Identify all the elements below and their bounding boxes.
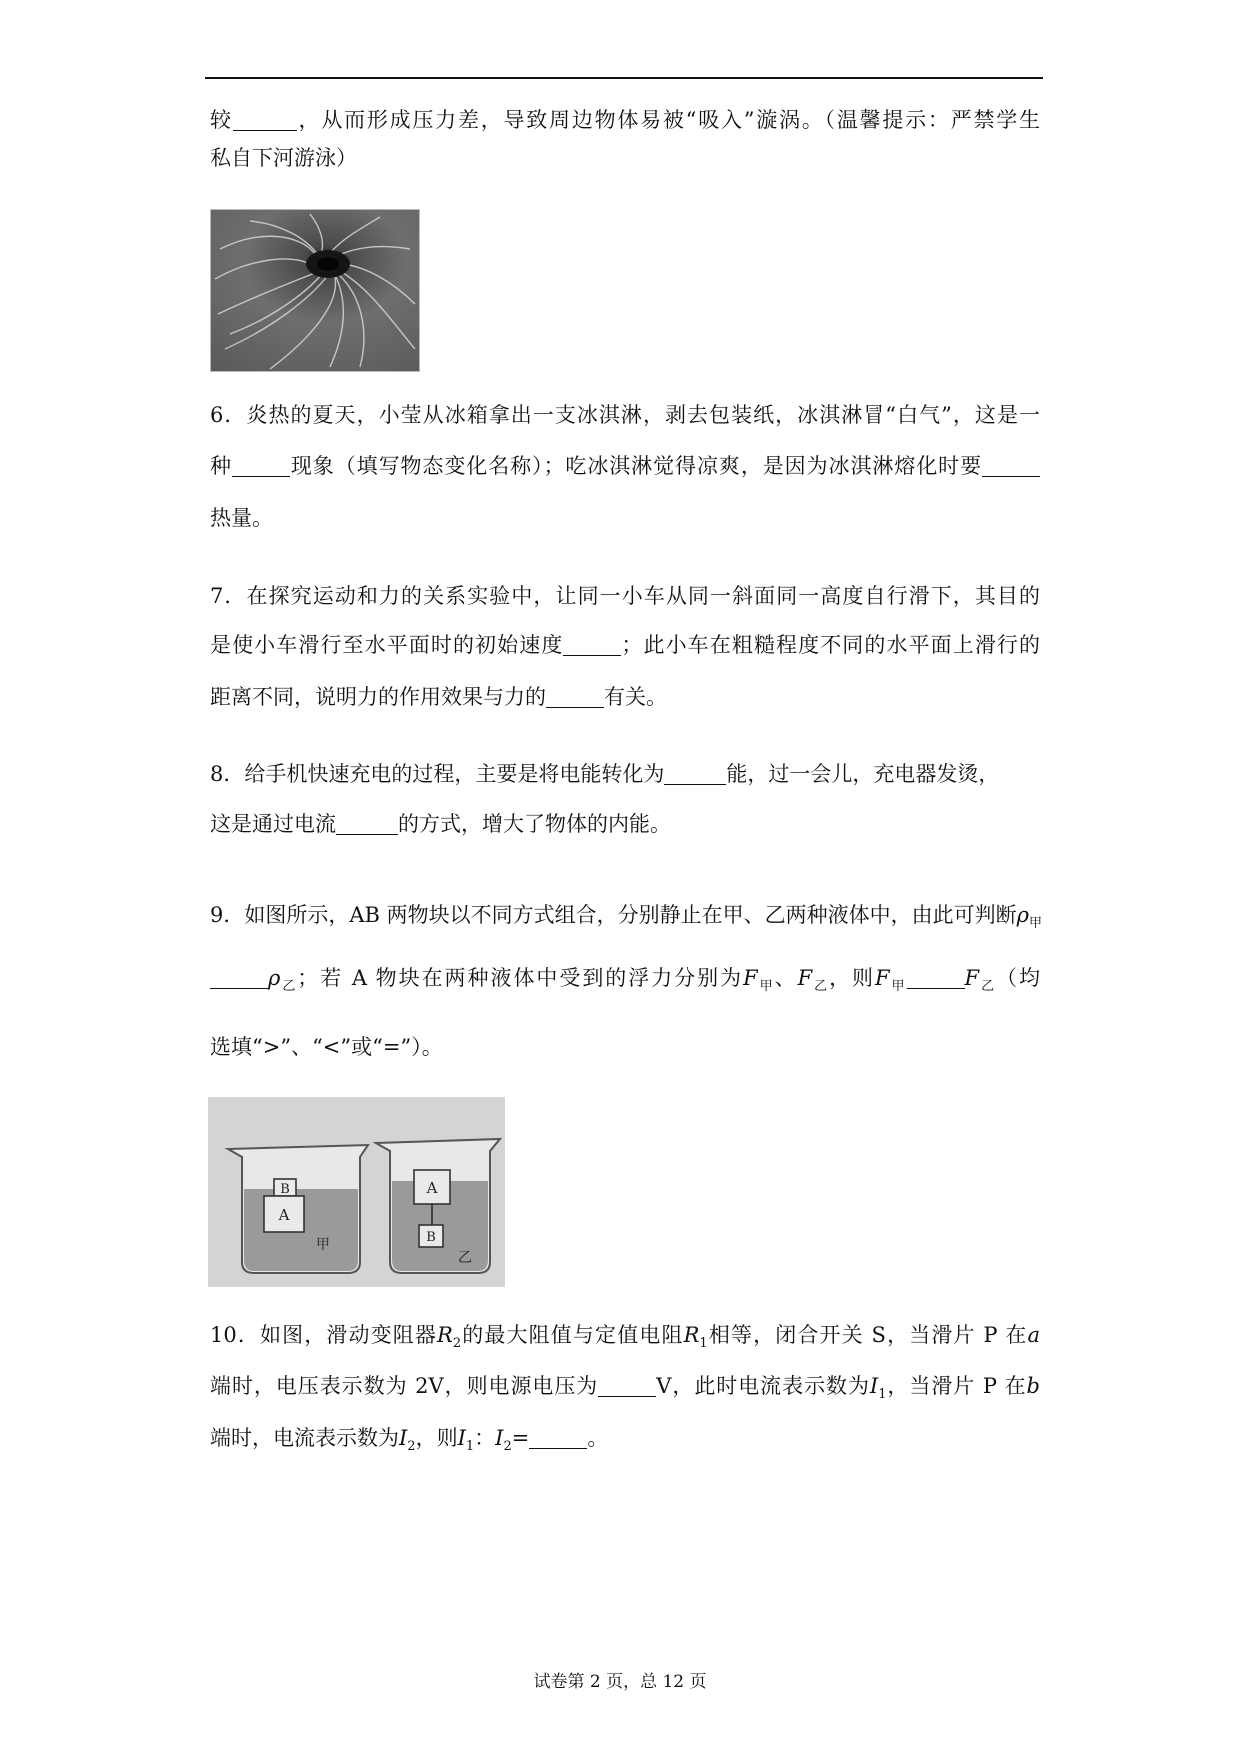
q9-line-1 (210, 900, 1042, 930)
q10-line-1 (210, 1320, 1040, 1350)
q9-text: ；若 A 物块在两种液体中受到的浮力分别为 (297, 966, 744, 990)
resistor-symbol: R (683, 1323, 700, 1347)
rho-symbol: ρ (268, 966, 281, 990)
answer-blank[interactable] (546, 687, 604, 708)
header-rule (205, 77, 1043, 79)
q5-text: ，从而形成压力差，导致周边物体易被“吸入”漩涡。（温馨提示：严禁学生 (296, 108, 1041, 132)
q7-text: 距离不同，说明力的作用效果与力的 (210, 685, 546, 709)
subscript-jia: 甲 (889, 979, 907, 994)
subscript-jia: 甲 (1029, 916, 1043, 931)
q7-line-1: 7．在探究运动和力的关系实验中，让同一小车从同一斜面同一高度自行滑下，其目的 (210, 584, 1040, 608)
q7-line-2 (210, 630, 1040, 660)
answer-blank[interactable] (907, 968, 965, 989)
q10-text: 。 (587, 1426, 609, 1450)
q5-line-2: 私自下河游泳） (210, 146, 357, 170)
q10-text: 相等，闭合开关 S，当滑片 P 在 (707, 1323, 1028, 1347)
q6-line-2 (210, 451, 1040, 481)
answer-blank[interactable] (563, 635, 621, 656)
q7-text: ；此小车在粗糙程度不同的水平面上滑行的 (621, 633, 1041, 657)
whirlpool-image (210, 209, 420, 372)
q9-line-2 (210, 963, 1040, 993)
force-symbol: F (964, 966, 980, 990)
q8-line-2 (210, 809, 671, 839)
q10-text: ，则 (415, 1426, 458, 1450)
q10-text: 端时，电压表示数为 2V，则电源电压为 (210, 1374, 599, 1398)
q6-text: 种 (210, 454, 232, 478)
liquid-yi-label: 乙 (458, 1250, 472, 1266)
answer-blank[interactable] (233, 110, 297, 131)
subscript-1: 1 (465, 1439, 475, 1454)
force-symbol: F (797, 966, 813, 990)
rho-symbol: ρ (1016, 903, 1029, 927)
answer-blank[interactable] (598, 1376, 656, 1397)
answer-blank[interactable] (210, 968, 268, 989)
current-symbol: I (399, 1426, 408, 1450)
subscript-yi: 乙 (812, 979, 830, 994)
answer-blank[interactable] (232, 456, 290, 477)
answer-blank[interactable] (982, 456, 1040, 477)
page-footer: 试卷第 2 页，总 12 页 (533, 1672, 707, 1692)
q10-text: = (511, 1426, 530, 1450)
q6-line-3: 热量。 (210, 506, 273, 530)
current-symbol: I (869, 1374, 879, 1398)
q7-text: 是使小车滑行至水平面时的初始速度 (210, 633, 564, 657)
q8-text: 能，过一会儿，充电器发烫， (726, 762, 1000, 786)
subscript-yi: 乙 (280, 979, 298, 994)
q9-line-3: 选填“>”、“<”或“=”）。 (210, 1035, 443, 1059)
subscript-2: 2 (452, 1336, 462, 1351)
current-symbol: I (457, 1426, 466, 1450)
q7-line-3 (210, 682, 667, 712)
terminal-b: b (1026, 1374, 1040, 1398)
q10-text: 10．如图，滑动变阻器 (210, 1323, 438, 1347)
liquid-jia-label: 甲 (316, 1237, 330, 1253)
terminal-a: a (1027, 1323, 1040, 1347)
force-symbol: F (743, 966, 758, 990)
q10-line-3 (210, 1423, 608, 1453)
q10-line-2 (210, 1371, 1040, 1401)
q10-text: ： (474, 1426, 496, 1450)
q10-text: 的最大阻值与定值电阻 (461, 1323, 684, 1347)
q5-line-1 (210, 105, 1040, 135)
q8-text: 这是通过电流 (210, 812, 336, 836)
force-symbol: F (875, 966, 890, 990)
answer-blank[interactable] (664, 764, 726, 785)
q10-text: 端时，电流表示数为 (210, 1426, 399, 1450)
q7-text: 有关。 (604, 685, 667, 709)
subscript-jia: 甲 (757, 979, 775, 994)
q6-line-1: 6．炎热的夏天，小莹从冰箱拿出一支冰淇淋，剥去包装纸，冰淇淋冒“白气”，这是一 (210, 403, 1040, 427)
q9-text: 9．如图所示，AB 两物块以不同方式组合，分别静止在甲、乙两种液体中，由此可判断 (210, 903, 1017, 927)
q5-text: 较 (210, 108, 233, 132)
subscript-yi: 乙 (979, 979, 997, 994)
q9-text: （均 (996, 966, 1041, 990)
subscript-1: 1 (699, 1336, 708, 1351)
q8-text: 的方式，增大了物体的内能。 (398, 812, 671, 836)
beaker-jia (228, 1145, 368, 1273)
subscript-2: 2 (407, 1439, 416, 1454)
q10-text: ，当滑片 P 在 (886, 1374, 1027, 1398)
current-symbol: I (495, 1426, 504, 1450)
beaker-yi (376, 1139, 500, 1273)
block-a-label: A (278, 1206, 290, 1224)
block-b-label: B (426, 1230, 436, 1245)
q6-text: 现象（填写物态变化名称）；吃冰淇淋觉得凉爽，是因为冰淇淋熔化时要 (289, 454, 983, 478)
q9-text: 、 (774, 966, 798, 990)
answer-blank[interactable] (529, 1428, 587, 1449)
q8-text: 8．给手机快速充电的过程，主要是将电能转化为 (210, 762, 665, 786)
answer-blank[interactable] (336, 814, 398, 835)
subscript-1: 1 (878, 1387, 887, 1402)
beakers-figure (208, 1097, 505, 1287)
q9-text: ，则 (829, 966, 876, 990)
q8-line-1 (210, 759, 999, 789)
resistor-symbol: R (437, 1323, 453, 1347)
subscript-2: 2 (503, 1439, 512, 1454)
block-a-label: A (426, 1179, 438, 1197)
q10-text: V，此时电流表示数为 (656, 1374, 870, 1398)
block-b-label: B (280, 1182, 290, 1197)
